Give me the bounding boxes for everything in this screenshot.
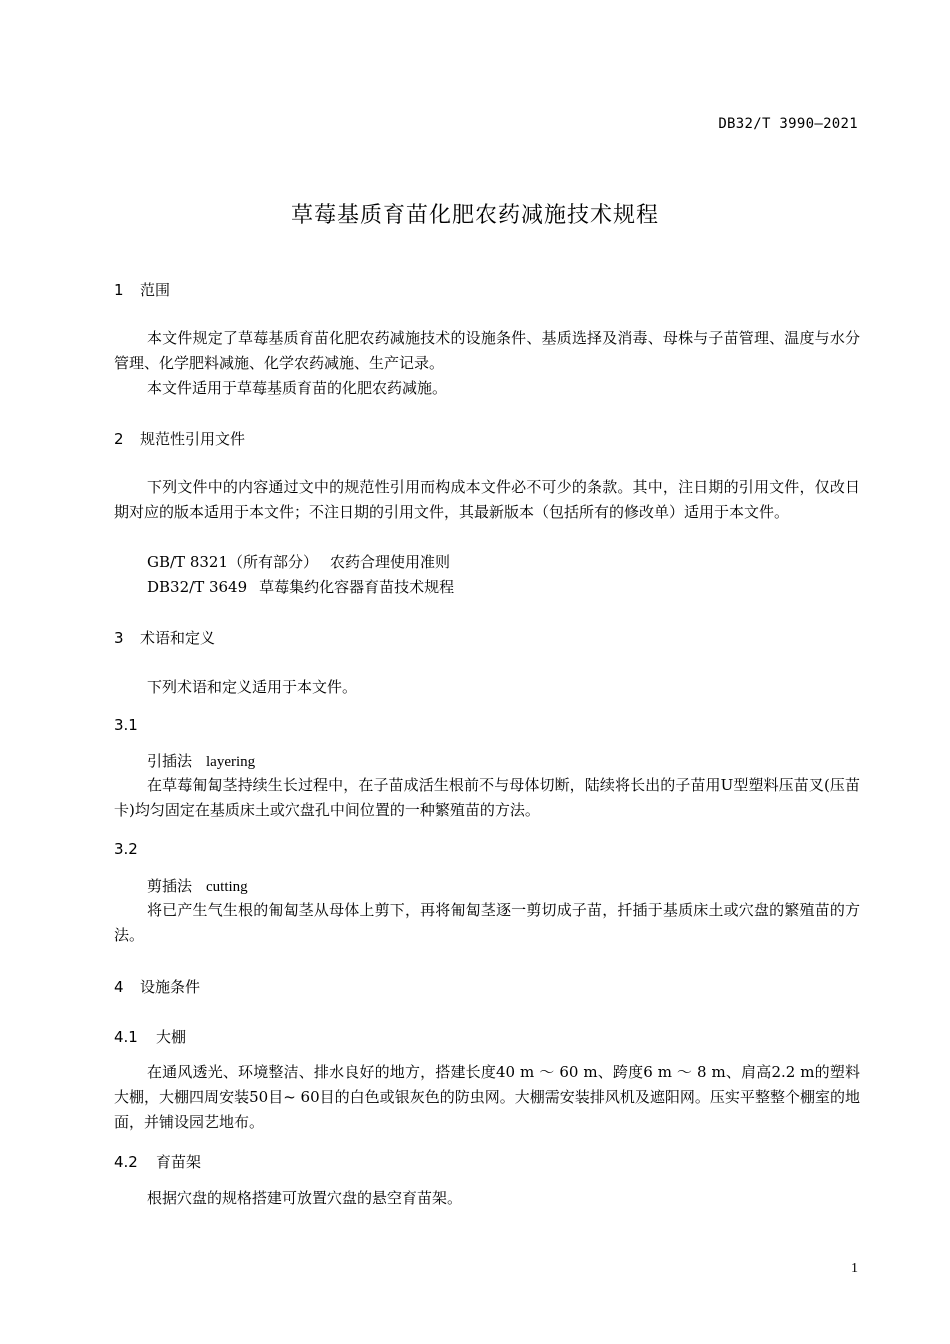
term-english: layering [206,754,256,770]
reference-item [147,551,450,572]
section-1-heading [114,279,170,300]
reference-code: GB/T 8321（所有部分） [147,553,319,571]
section-title: 范围 [140,281,171,299]
term-3-2-definition: 将已产生气生根的匍匐茎从母体上剪下，再将匍匐茎逐一剪切成子苗，扦插于基质床土或穴盘的繁殖苗的方法。 [114,901,860,944]
document-code: DB32/T 3990—2021 [718,116,858,132]
section-number: 3 [114,629,124,647]
document-title: 草莓基质育苗化肥农药减施技术规程 [290,203,659,228]
term-chinese: 剪插法 [147,877,193,895]
reference-item [147,576,454,597]
term-chinese: 引插法 [147,752,193,770]
section-1-paragraph-2: 本文件适用于草莓基质育苗的化肥农药减施。 [147,379,448,397]
page-number: 1 [851,1261,858,1276]
section-3-heading [114,627,215,648]
section-2-paragraph-1: 下列文件中的内容通过文中的规范性引用而构成本文件必不可少的条款。其中，注日期的引用文件，仅改日期对应的版本适用于本文件；不注日期的引用文件，其最新版本（包括所有的修改单）适用于本文件。 [114,478,860,521]
section-number: 4 [114,978,124,996]
subsection-title: 大棚 [156,1028,187,1046]
term-english: cutting [206,879,248,895]
term-3-2-number: 3.2 [114,840,138,858]
section-title: 设施条件 [140,978,201,996]
term-3-1-title [147,750,255,771]
reference-title: 农药合理使用准则 [330,553,451,571]
section-title: 术语和定义 [140,629,216,647]
reference-code: DB32/T 3649 [147,578,248,596]
subsection-4-1-heading [114,1026,186,1047]
reference-title: 草莓集约化容器育苗技术规程 [259,578,455,596]
subsection-number: 4.1 [114,1028,138,1046]
term-3-1-number: 3.1 [114,716,138,734]
section-title: 规范性引用文件 [140,430,246,448]
subsection-4-1-paragraph: 在通风透光、环境整洁、排水良好的地方，搭建长度40 m ～ 60 m、跨度6 m ～ 8 m、肩高2.2 m的塑料大棚，大棚四周安装50目~ 60目的白色或银灰色的防虫网。大棚需安装排风机及遮阳网。压实平整整个棚室的地面，并铺设园艺地布。 [114,1063,860,1131]
term-3-1-definition: 在草莓匍匐茎持续生长过程中，在子苗成活生根前不与母体切断，陆续将长出的子苗用U型塑料压苗叉(压苗卡)均匀固定在基质床土或穴盘孔中间位置的一种繁殖苗的方法。 [114,776,860,819]
term-3-2-title [147,875,248,896]
section-number: 1 [114,281,124,299]
section-1-paragraph-1: 本文件规定了草莓基质育苗化肥农药减施技术的设施条件、基质选择及消毒、母株与子苗管理、温度与水分管理、化学肥料减施、化学农药减施、生产记录。 [114,329,860,372]
subsection-4-2-heading [114,1151,201,1172]
section-3-paragraph-1: 下列术语和定义适用于本文件。 [147,678,358,696]
subsection-4-2-paragraph: 根据穴盘的规格搭建可放置穴盘的悬空育苗架。 [147,1189,463,1207]
subsection-number: 4.2 [114,1153,138,1171]
subsection-title: 育苗架 [156,1153,202,1171]
section-2-heading [114,428,245,449]
section-number: 2 [114,430,124,448]
section-4-heading [114,976,200,997]
